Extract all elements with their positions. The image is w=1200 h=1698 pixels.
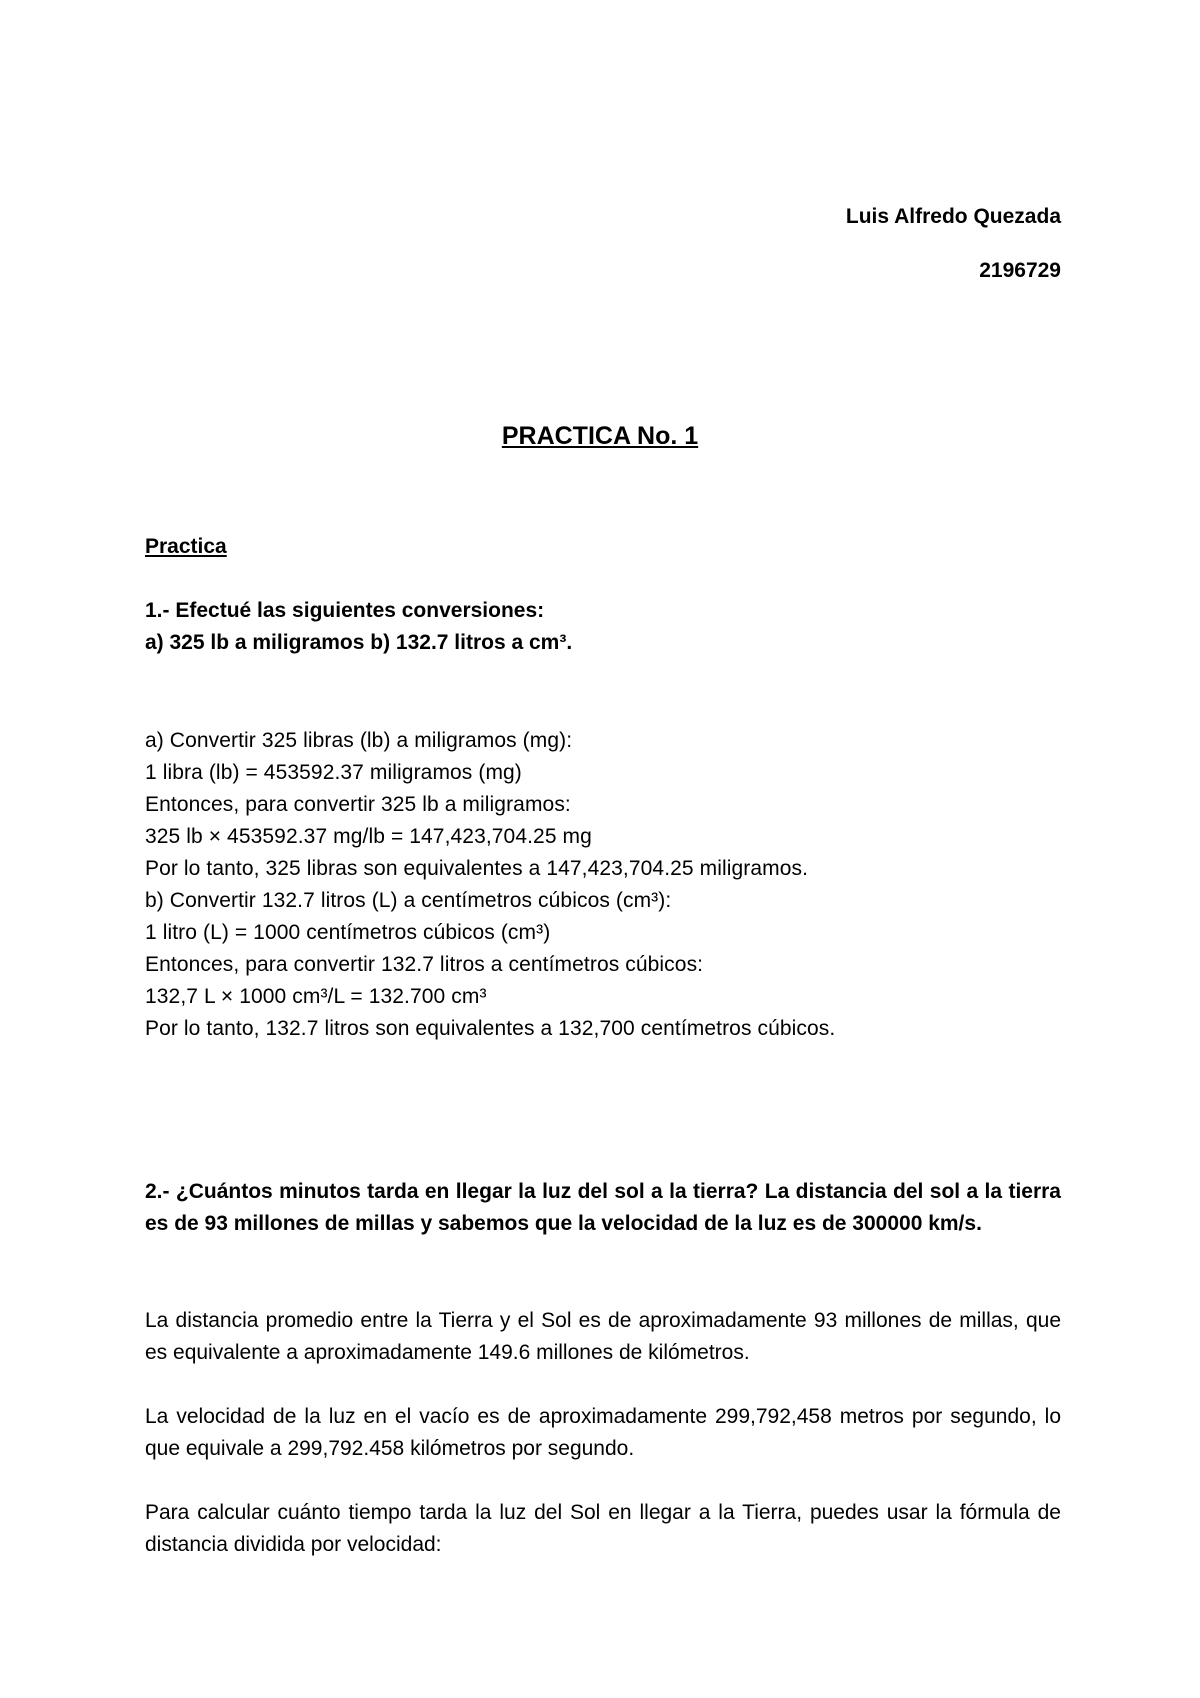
question-2-heading: 2.- ¿Cuántos minutos tarda en llegar la luz del sol a la tierra? La distancia del sol a la tierra es de 93 millones de millas y sabemos que la velocidad de la luz es de 300000 km/s. [145,1180,1061,1235]
student-id: 2196729 [979,259,1061,282]
answer-1-line: Entonces, para convertir 325 lb a miligramos: [145,793,571,816]
answer-1-line: Por lo tanto, 132.7 litros son equivalentes a 132,700 centímetros cúbicos. [145,1017,836,1040]
answer-2-paragraph: La distancia promedio entre la Tierra y el Sol es de aproximadamente 93 millones de millas, que es equivalente a aproximadamente 149.6 millones de kilómetros. [145,1309,1061,1364]
answer-1-line: b) Convertir 132.7 litros (L) a centímetros cúbicos (cm³): [145,889,672,912]
answer-1-line: 1 litro (L) = 1000 centímetros cúbicos (cm³) [145,921,551,944]
answer-2-paragraph: La velocidad de la luz en el vacío es de aproximadamente 299,792,458 metros por segundo, lo que equivale a 299,792.458 kilómetros por segundo. [145,1405,1061,1460]
answer-1-line: Entonces, para convertir 132.7 litros a centímetros cúbicos: [145,953,704,976]
question-1-subheading: a) 325 lb a miligramos b) 132.7 litros a cm³. [145,631,573,654]
answer-1-line: 1 libra (lb) = 453592.37 miligramos (mg) [145,761,522,784]
answer-1-line: a) Convertir 325 libras (lb) a miligramos (mg): [145,729,573,752]
page-title: PRACTICA No. 1 [501,422,699,450]
answer-1-line: 325 lb × 453592.37 mg/lb = 147,423,704.25 mg [145,825,592,848]
section-label: Practica [145,535,227,558]
answer-2-paragraph: Para calcular cuánto tiempo tarda la luz del Sol en llegar a la Tierra, puedes usar la fórmula de distancia dividida por velocidad: [145,1501,1061,1556]
author-name: Luis Alfredo Quezada [845,205,1061,228]
answer-1-line: 132,7 L × 1000 cm³/L = 132.700 cm³ [145,985,487,1008]
question-1-heading: 1.- Efectué las siguientes conversiones: [145,599,545,622]
answer-1-line: Por lo tanto, 325 libras son equivalentes a 147,423,704.25 miligramos. [145,857,809,880]
